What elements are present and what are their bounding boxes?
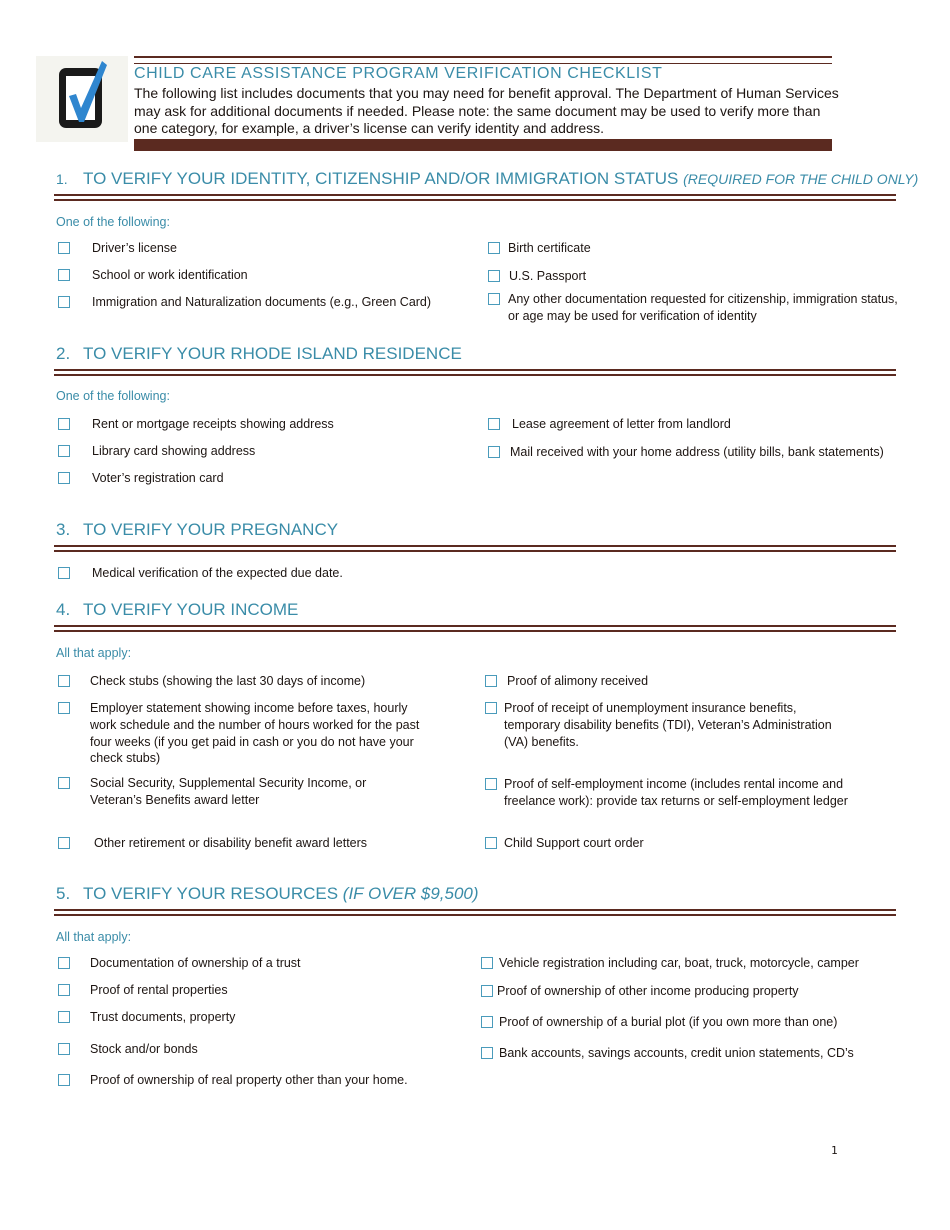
section-title-resources: 5. TO VERIFY YOUR RESOURCES (IF OVER $9,500) bbox=[56, 884, 479, 903]
checkbox[interactable] bbox=[488, 270, 500, 282]
section-title-residence: 2. TO VERIFY YOUR RHODE ISLAND RESIDENCE bbox=[56, 344, 462, 363]
checkbox[interactable] bbox=[485, 675, 497, 687]
item-label: Medical verification of the expected due date. bbox=[92, 566, 343, 580]
item-label: Bank accounts, savings accounts, credit union statements, CD’s bbox=[499, 1046, 854, 1060]
item-label: Proof of ownership of a burial plot (if you own more than one) bbox=[499, 1015, 838, 1029]
checkbox[interactable] bbox=[488, 242, 500, 254]
item-label: Immigration and Naturalization documents (e.g., Green Card) bbox=[92, 295, 432, 309]
item-label: Proof of rental properties bbox=[90, 983, 228, 997]
item-label: Driver’s license bbox=[92, 241, 177, 255]
checkbox[interactable] bbox=[488, 293, 500, 305]
checkbox[interactable] bbox=[58, 1011, 70, 1023]
section-rule bbox=[54, 625, 896, 627]
checkbox[interactable] bbox=[58, 472, 70, 484]
checkbox[interactable] bbox=[485, 702, 497, 714]
item-label: Proof of self-employment income (includes rental income and freelance work): provide tax returns or self-employment ledger bbox=[504, 777, 848, 808]
item-label: Employer statement showing income before taxes, hourly work schedule and the number of hours worked for the past four weeks (if you get paid in cash or you do not have your check stubs) bbox=[90, 701, 420, 766]
item-label: Library card showing address bbox=[92, 444, 256, 458]
checkbox[interactable] bbox=[58, 984, 70, 996]
checkbox[interactable] bbox=[58, 269, 70, 281]
item-label: U.S. Passport bbox=[509, 269, 587, 283]
checkbox[interactable] bbox=[58, 1043, 70, 1055]
section-rule bbox=[54, 630, 896, 632]
item-label: Proof of alimony received bbox=[507, 674, 649, 688]
checkbox[interactable] bbox=[488, 418, 500, 430]
item-label: Stock and/or bonds bbox=[90, 1042, 198, 1056]
item-label: Birth certificate bbox=[508, 241, 591, 255]
item-label: Documentation of ownership of a trust bbox=[90, 956, 301, 970]
item-label: Other retirement or disability benefit award letters bbox=[94, 836, 368, 850]
item-label: Child Support court order bbox=[504, 836, 644, 850]
section-rule bbox=[54, 374, 896, 376]
section-rule bbox=[54, 909, 896, 911]
checkbox[interactable] bbox=[58, 675, 70, 687]
header-rule-thin bbox=[134, 63, 832, 64]
item-label: School or work identification bbox=[92, 268, 248, 282]
item-label: Lease agreement of letter from landlord bbox=[512, 417, 731, 431]
checkbox[interactable] bbox=[58, 702, 70, 714]
item-label: Trust documents, property bbox=[90, 1010, 236, 1024]
section-title-identity: 1. TO VERIFY YOUR IDENTITY, CITIZENSHIP AND/OR IMMIGRATION STATUS (REQUIRED FOR THE CHILD ONLY) bbox=[56, 169, 919, 188]
item-label: Vehicle registration including car, boat, truck, motorcycle, camper bbox=[499, 956, 859, 970]
item-label: Check stubs (showing the last 30 days of income) bbox=[90, 674, 366, 688]
item-label: Social Security, Supplemental Security Income, or Veteran’s Benefits award letter bbox=[90, 776, 367, 807]
checkbox[interactable] bbox=[58, 567, 70, 579]
item-label: Proof of ownership of real property other than your home. bbox=[90, 1073, 408, 1087]
item-label: Proof of receipt of unemployment insurance benefits, temporary disability benefits (TDI), Veteran’s Administration (VA) benefits. bbox=[504, 701, 832, 749]
section-subheading: All that apply: bbox=[56, 646, 132, 660]
checkbox[interactable] bbox=[58, 296, 70, 308]
checkbox[interactable] bbox=[481, 985, 493, 997]
section-rule bbox=[54, 550, 896, 552]
page-number: 1 bbox=[831, 1144, 838, 1157]
section-subheading: One of the following: bbox=[56, 215, 170, 229]
item-label: Voter’s registration card bbox=[92, 471, 224, 485]
checkbox[interactable] bbox=[481, 1016, 493, 1028]
checkbox[interactable] bbox=[485, 778, 497, 790]
checkbox[interactable] bbox=[58, 1074, 70, 1086]
checkbox[interactable] bbox=[58, 837, 70, 849]
checkbox[interactable] bbox=[58, 418, 70, 430]
section-subheading: One of the following: bbox=[56, 389, 170, 403]
checkbox[interactable] bbox=[485, 837, 497, 849]
checkbox[interactable] bbox=[488, 446, 500, 458]
section-rule bbox=[54, 545, 896, 547]
item-label: Mail received with your home address (utility bills, bank statements) bbox=[510, 445, 884, 459]
checkbox[interactable] bbox=[58, 777, 70, 789]
intro-paragraph: The following list includes documents that you may need for benefit approval. The Department of Human Services may ask for additional documents if needed. Please note: the same document may be used to verify more than one category, for example, a driver’s license can verify identity and address. bbox=[134, 85, 839, 136]
section-title-pregnancy: 3. TO VERIFY YOUR PREGNANCY bbox=[56, 520, 339, 539]
section-rule bbox=[54, 199, 896, 201]
section-rule bbox=[54, 914, 896, 916]
section-rule bbox=[54, 369, 896, 371]
checkbox[interactable] bbox=[481, 957, 493, 969]
checkbox[interactable] bbox=[58, 445, 70, 457]
item-label: Proof of ownership of other income producing property bbox=[497, 984, 799, 998]
checkbox[interactable] bbox=[58, 242, 70, 254]
section-title-income: 4. TO VERIFY YOUR INCOME bbox=[56, 600, 299, 619]
checkbox[interactable] bbox=[58, 957, 70, 969]
header-rule bbox=[134, 56, 832, 58]
item-label: Any other documentation requested for citizenship, immigration status, or age may be used for verification of identity bbox=[508, 292, 898, 323]
item-label: Rent or mortgage receipts showing address bbox=[92, 417, 334, 431]
section-rule bbox=[54, 194, 896, 196]
section-subheading: All that apply: bbox=[56, 930, 132, 944]
checkbox[interactable] bbox=[481, 1047, 493, 1059]
checkbox-checkmark-icon bbox=[36, 56, 128, 142]
page-title: CHILD CARE ASSISTANCE PROGRAM VERIFICATION CHECKLIST bbox=[134, 65, 663, 82]
header-bar bbox=[134, 139, 832, 151]
